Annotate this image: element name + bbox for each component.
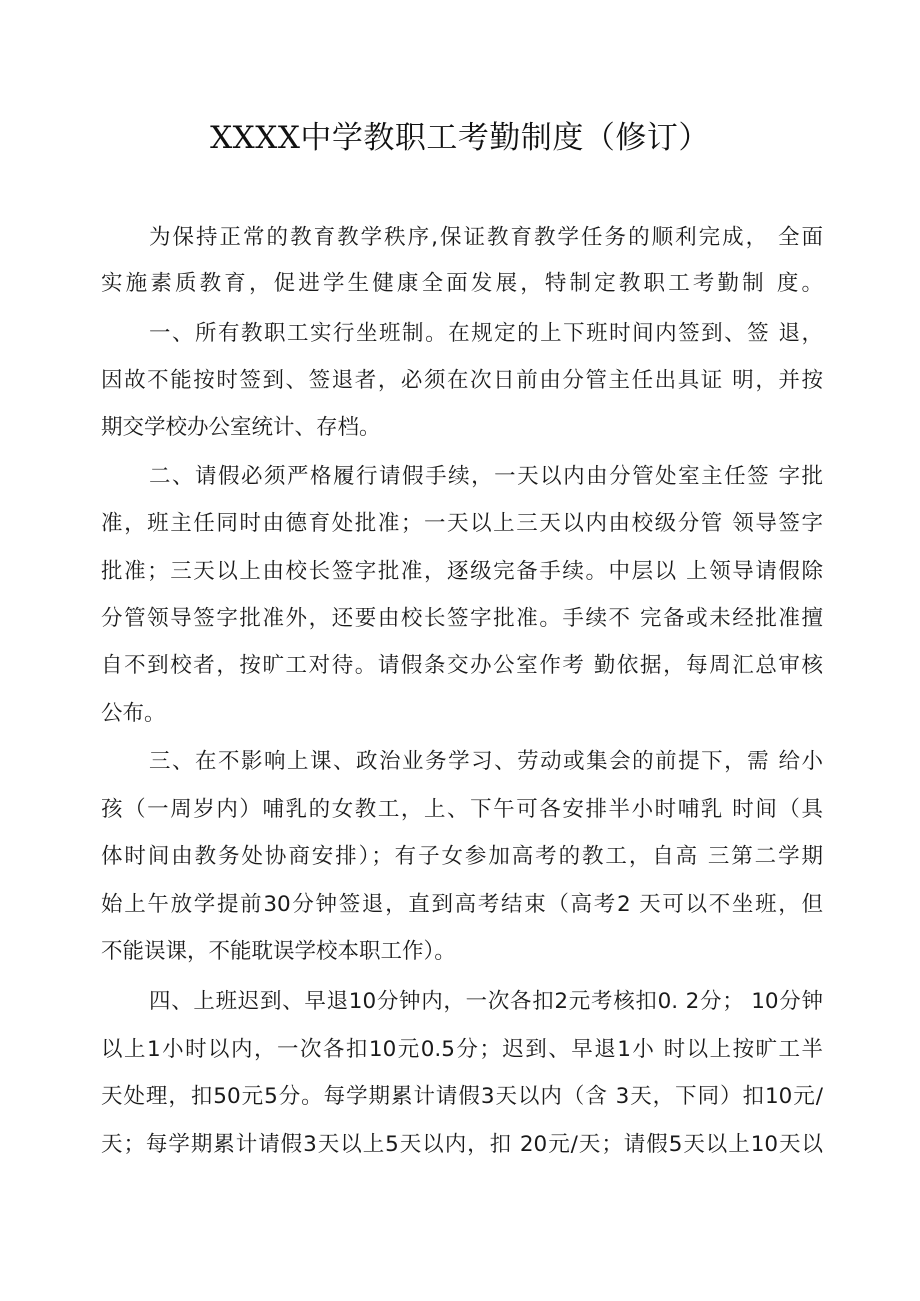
paragraph-line: 不能误课，不能耽误学校本职工作）。 bbox=[101, 939, 456, 964]
paragraph-line: 四、上班迟到、早退10分钟内，一次各扣2元考核扣0. 2分； 10分钟 bbox=[149, 989, 823, 1014]
paragraph-line: 一、所有教职工实行坐班制。在规定的上下班时间内签到、签 退， bbox=[149, 321, 823, 346]
paragraph-line: 天；每学期累计请假3天以上5天以内，扣 20元/天；请假5天以上10天以 bbox=[101, 1132, 823, 1157]
paragraph-line: 二、请假必须严格履行请假手续，一天以内由分管处室主任签 字批 bbox=[149, 464, 823, 489]
paragraph-line: 为保持正常的教育教学秩序,保证教育教学任务的顺利完成， 全面 bbox=[149, 225, 823, 250]
paragraph-line: 实施素质教育，促进学生健康全面发展，特制定教职工考勤制 度。 bbox=[101, 271, 823, 296]
paragraph-line: 三、在不影响上课、政治业务学习、劳动或集会的前提下，需 给小 bbox=[149, 749, 823, 774]
paragraph-line: 期交学校办公室统计、存档。 bbox=[101, 415, 381, 440]
paragraph-line: 以上1小时以内，一次各扣10元0.5分；迟到、早退1小 时以上按旷工半 bbox=[101, 1037, 823, 1062]
paragraph-line: 分管领导签字批准外，还要由校长签字批准。手续不 完备或未经批准擅 bbox=[101, 606, 823, 631]
paragraph-line: 准，班主任同时由德育处批准；一天以上三天以内由校级分管 领导签字 bbox=[101, 511, 823, 536]
paragraph-line: 批准；三天以上由校长签字批准，逐级完备手续。中层以 上领导请假除 bbox=[101, 559, 823, 584]
paragraph-line: 始上午放学提前30分钟签退，直到高考结束（高考2 天可以不坐班，但 bbox=[101, 892, 823, 917]
paragraph-line: 自不到校者，按旷工对待。请假条交办公室作考 勤依据，每周汇总审核 bbox=[101, 653, 823, 678]
paragraph-line: 天处理，扣50元5分。每学期累计请假3天以内（含 3天，下同）扣10元/ bbox=[101, 1084, 823, 1109]
document-title: XXXX中学教职工考勤制度（修订） bbox=[210, 120, 710, 156]
paragraph-line: 体时间由教务处协商安排）；有子女参加高考的教工，自高 三第二学期 bbox=[101, 844, 823, 869]
paragraph-line: 因故不能按时签到、签退者，必须在次日前由分管主任出具证 明，并按 bbox=[101, 368, 823, 393]
paragraph-line: 孩（一周岁内）哺乳的女教工，上、下午可各安排半小时哺乳 时间（具 bbox=[101, 797, 823, 822]
paragraph-line: 公布。 bbox=[101, 701, 166, 726]
